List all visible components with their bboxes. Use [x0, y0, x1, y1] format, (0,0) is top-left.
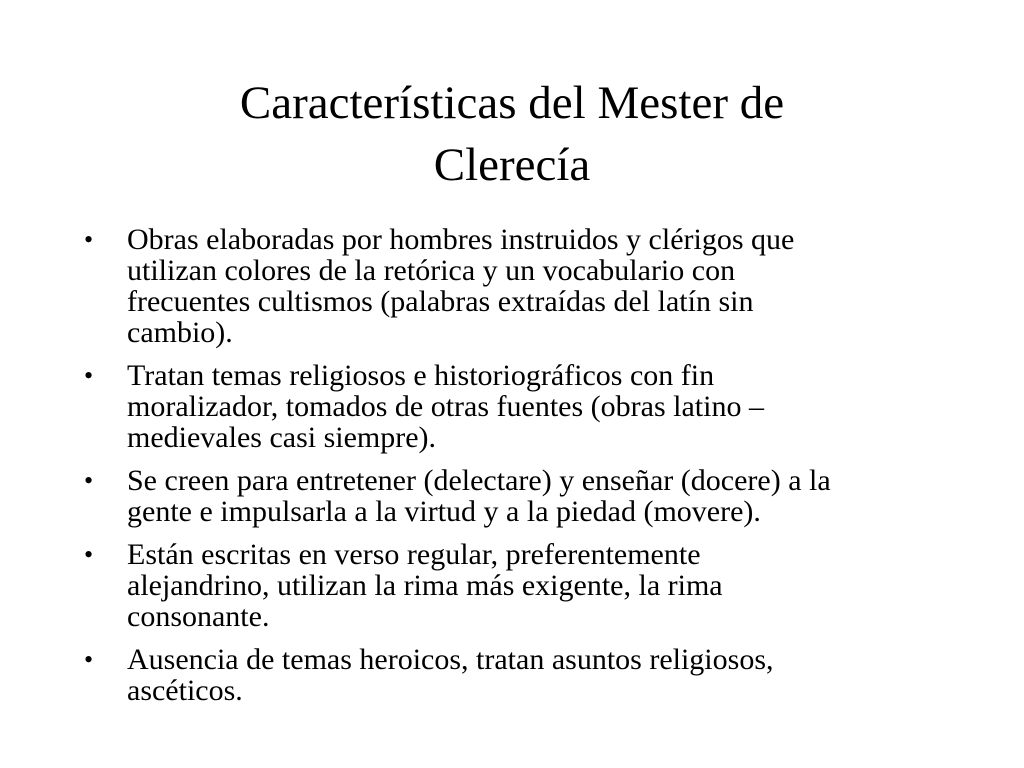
- bullet-4-line-2: alejandrino, utilizan la rima más exigente, la rima: [127, 569, 723, 602]
- bullet-4-line-3: consonante.: [127, 600, 270, 633]
- bullet-5-line-2: ascéticos.: [127, 674, 243, 707]
- bullet-item-5: [84, 644, 964, 706]
- bullet-5-line-1: Ausencia de temas heroicos, tratan asuntos religiosos,: [127, 643, 774, 676]
- bullet-icon: •: [84, 361, 94, 390]
- bullet-item-3: [84, 465, 964, 527]
- bullet-icon: •: [84, 466, 94, 495]
- bullet-3-line-2: gente e impulsarla a la virtud y a la piedad (movere).: [127, 495, 761, 528]
- slide-title-line-2: Clerecía: [433, 139, 591, 191]
- bullet-1-line-4: cambio).: [127, 316, 233, 349]
- bullet-item-1: [84, 224, 964, 348]
- slide-title-line-1: Características del Mester de: [239, 77, 785, 129]
- bullet-2-line-3: medievales casi siempre).: [127, 421, 437, 454]
- bullet-item-2: [84, 360, 964, 453]
- bullet-icon: •: [84, 645, 94, 674]
- slide-title: [80, 72, 944, 196]
- bullet-2-line-1: Tratan temas religiosos e historiográficos con fin: [127, 359, 715, 392]
- bullet-icon: •: [84, 540, 94, 569]
- bullet-2-line-2: moralizador, tomados de otras fuentes (obras latino –: [127, 390, 764, 423]
- bullet-list: [84, 224, 964, 718]
- bullet-1-line-3: frecuentes cultismos (palabras extraídas del latín sin: [127, 285, 754, 318]
- bullet-icon: •: [84, 225, 94, 254]
- bullet-1-line-2: utilizan colores de la retórica y un vocabulario con: [127, 254, 736, 287]
- bullet-3-line-1: Se creen para entretener (delectare) y enseñar (docere) a la: [127, 464, 831, 497]
- bullet-item-4: [84, 539, 964, 632]
- bullet-4-line-1: Están escritas en verso regular, preferentemente: [127, 538, 701, 571]
- bullet-1-line-1: Obras elaboradas por hombres instruidos y clérigos que: [127, 223, 795, 256]
